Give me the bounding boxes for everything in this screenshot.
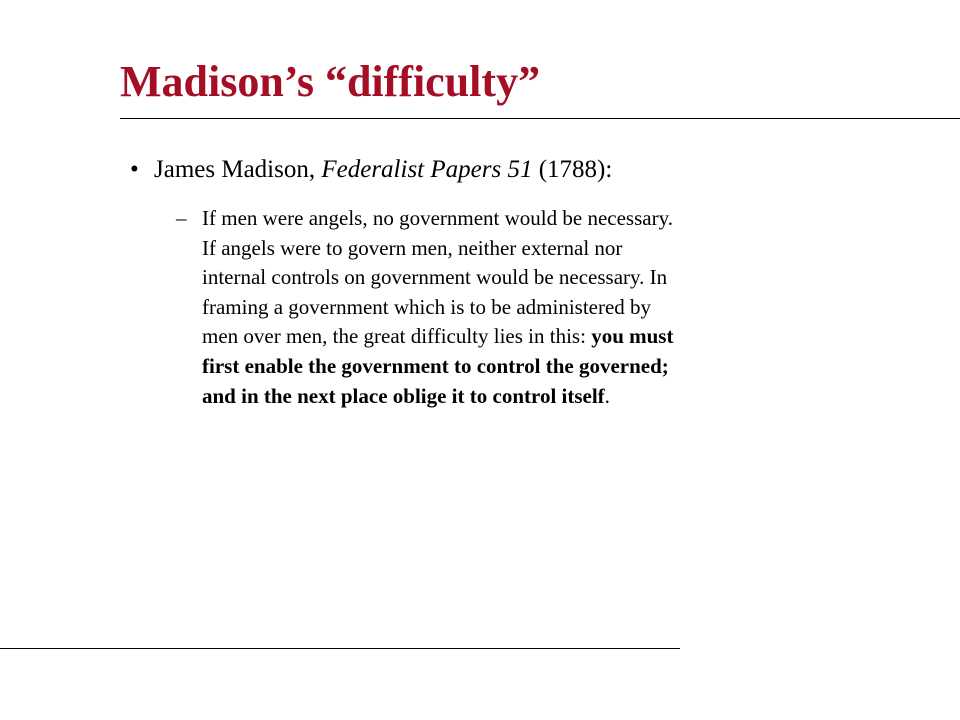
quote-emphasis: first enable the government to control the governed; [202,353,669,378]
quote-line: If men were angels, no government would be necessary. [202,206,673,230]
citation-author: James Madison, [154,156,316,183]
quote-line: If angels were to govern men, neither external nor [202,235,623,260]
bullet-marker: • [130,156,139,183]
quote-block [176,204,826,411]
footer-divider [0,648,680,649]
quote-line [202,382,826,412]
quote-emphasis: you must [591,324,674,349]
citation-work: Federalist Papers 51 [321,156,533,183]
quote-period: . [604,383,610,408]
citation-bullet [130,153,612,187]
quote-dash-marker: – [176,206,187,230]
quote-line: internal controls on government would be necessary. In [202,265,668,290]
citation-year: (1788): [538,156,613,183]
quote-line [202,322,826,352]
slide-title: Madison’s “difficulty” [120,57,541,106]
title-divider [120,118,960,119]
quote-line: framing a government which is to be administered by [202,294,652,319]
quote-line-plain: men over men, the great difficulty lies in this: [202,324,592,349]
quote-emphasis: and in the next place oblige it to control itself [202,383,605,408]
quote-text [202,204,826,411]
